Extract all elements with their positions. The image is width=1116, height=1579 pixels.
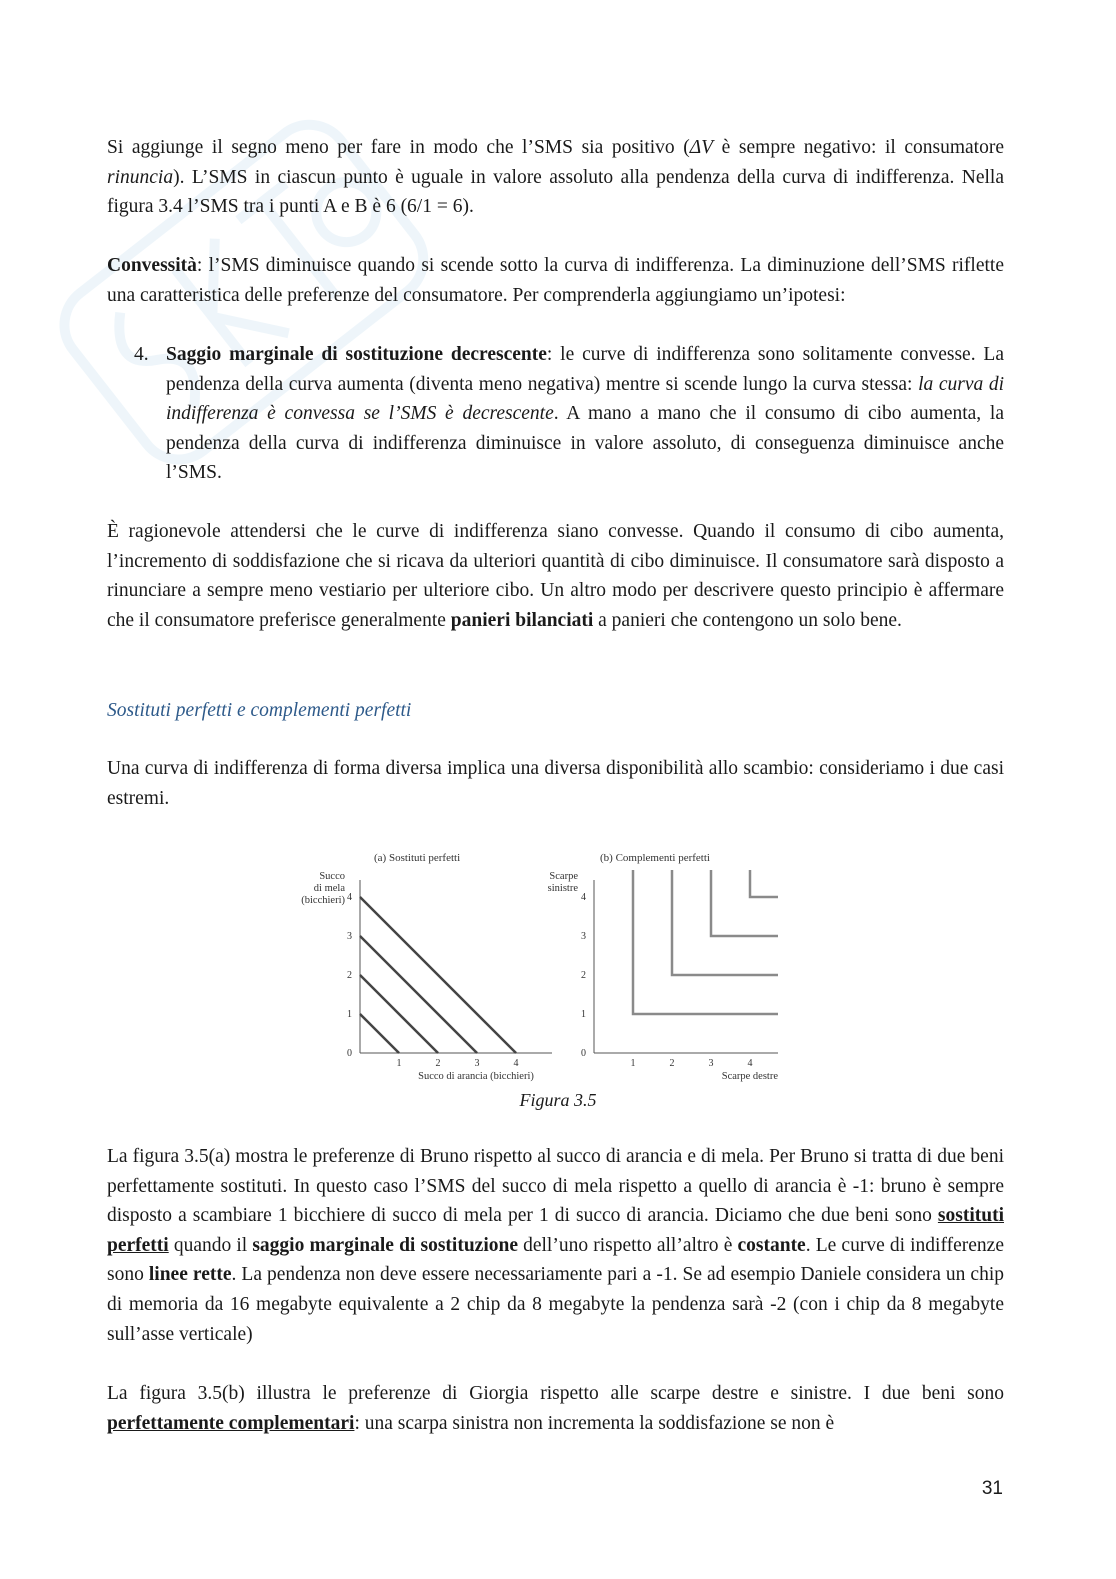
panel-b-ytick-4: 4 bbox=[581, 892, 586, 903]
panel-a-ylabel-1: Succo bbox=[319, 871, 345, 882]
list-item-body: Saggio marginale di sostituzione decrescente: le curve di indifferenza sono solitamente convesse. La pendenza della curva aumenta (diventa meno negativa) mentre si scende lungo la curva stessa: la curva di indifferenza è convessa se l’SMS è decrescente. A mano a mano che il consumo di cibo aumenta, la pendenza della curva di indifferenza diminuisce in valore assoluto, di conseguenza diminuisce anche l’SMS. bbox=[166, 344, 1005, 484]
panel-b-ytick-1: 1 bbox=[581, 1009, 586, 1020]
substitute-line-1 bbox=[360, 1014, 399, 1053]
panel-a-xlabel: Succo di arancia (bicchieri) bbox=[418, 1071, 534, 1082]
panel-a-ytick-1: 1 bbox=[347, 1009, 352, 1020]
paragraph-convessita: Convessità: l’SMS diminuisce quando si scende sotto la curva di indifferenza. La diminuzione dell’SMS riflette una caratteristica delle preferenze del consumatore. Per comprenderla aggiungiamo un’ipotesi: bbox=[107, 255, 1004, 306]
panel-a-ylabel-2: di mela bbox=[313, 883, 345, 894]
panel-a-xtick-1: 1 bbox=[396, 1058, 402, 1069]
panel-b-ytick-2: 2 bbox=[581, 970, 586, 981]
panel-b-xtick-1: 1 bbox=[630, 1058, 636, 1069]
panel-b-title: (b) Complementi perfetti bbox=[600, 852, 710, 864]
panel-a-ytick-3: 3 bbox=[347, 931, 352, 942]
substitute-line-3 bbox=[360, 936, 477, 1053]
panel-a-ylabel-3: (bicchieri) bbox=[301, 895, 345, 906]
panel-b-ytick-0: 0 bbox=[581, 1048, 586, 1059]
paragraph-substitutes: La figura 3.5(a) mostra le preferenze di Bruno rispetto al succo di arancia e di mela. Per Bruno si tratta di due beni perfettamente sostituti. In questo caso l’SMS del succo di mela rispetto a quello di arancia è -1: bruno è sempre disposto a scambiare 1 bicchiere di succo di mela per 1 di succo di arancia. Diciamo che due beni sono sostituti perfetti quando il saggio marginale di sostituzione dell’uno rispetto all’altro è costante. Le curve di indifferenze sono linee rette. La pendenza non deve essere necessariamente pari a -1. Se ad esempio Daniele considera un chip di memoria da 16 megabyte equivalente a 2 chip da 8 megabyte la pendenza sarà -2 (con i chip da 8 megabyte sull’asse verticale) bbox=[107, 1146, 1005, 1345]
list-number: 4. bbox=[134, 344, 149, 365]
paragraph-sms-sign: Si aggiunge il segno meno per fare in modo che l’SMS sia positivo (ΔV è sempre negativo: il consumatore rinuncia). L’SMS in ciascun punto è uguale in valore assoluto alla pendenza della curva di indifferenza. Nella figura 3.4 l’SMS tra i punti A e B è 6 (6/1 = 6). bbox=[107, 137, 1004, 218]
complement-curve-2 bbox=[672, 870, 778, 975]
complement-curve-1 bbox=[633, 870, 778, 1014]
complement-curve-3 bbox=[711, 870, 778, 936]
panel-a-title: (a) Sostituti perfetti bbox=[374, 852, 461, 864]
paragraph-complements: La figura 3.5(b) illustra le preferenze di Giorgia rispetto alle scarpe destre e sinistre. I due beni sono perfettamente complementari: una scarpa sinistra non incrementa la soddisfazione se non è bbox=[107, 1383, 1004, 1434]
panel-b-xtick-3: 3 bbox=[708, 1058, 714, 1069]
figure-3-5 bbox=[290, 845, 790, 1090]
panel-b-xlabel: Scarpe destre bbox=[721, 1071, 778, 1082]
panel-a-ytick-2: 2 bbox=[347, 970, 352, 981]
panel-a-xtick-3: 3 bbox=[474, 1058, 480, 1069]
panel-b-ylabel-2: sinistre bbox=[547, 883, 578, 894]
panel-b-xtick-4: 4 bbox=[747, 1058, 753, 1069]
panel-b-xtick-2: 2 bbox=[669, 1058, 675, 1069]
section-heading: Sostituti perfetti e complementi perfetti bbox=[107, 700, 412, 721]
panel-a-xtick-4: 4 bbox=[513, 1058, 519, 1069]
panel-a-ytick-0: 0 bbox=[347, 1048, 352, 1059]
panel-a-ytick-4: 4 bbox=[347, 892, 352, 903]
panel-b-ytick-3: 3 bbox=[581, 931, 586, 942]
page-number: 31 bbox=[981, 1478, 1003, 1499]
panel-b-ylabel-1: Scarpe bbox=[549, 871, 578, 882]
substitute-line-2 bbox=[360, 975, 438, 1053]
paragraph-convexity-reason: È ragionevole attendersi che le curve di indifferenza siano convesse. Quando il consumo di cibo aumenta, l’incremento di soddisfazione che si ricava da ulteriori quantità di cibo diminuisce. Il consumatore sarà disposto a rinunciare a sempre meno vestiario per ulteriore cibo. Un altro modo per descrivere questo principio è affermare che il consumatore preferisce generalmente panieri bilanciati a panieri che contengono un solo bene. bbox=[107, 521, 1004, 631]
figure-caption: Figura 3.5 bbox=[519, 1090, 597, 1110]
panel-a-xtick-2: 2 bbox=[435, 1058, 441, 1069]
substitute-line-4 bbox=[360, 897, 516, 1053]
complement-curve-4 bbox=[750, 870, 778, 897]
paragraph-intro: Una curva di indifferenza di forma diversa implica una diversa disponibilità allo scambio: consideriamo i due casi estremi. bbox=[107, 758, 1004, 809]
